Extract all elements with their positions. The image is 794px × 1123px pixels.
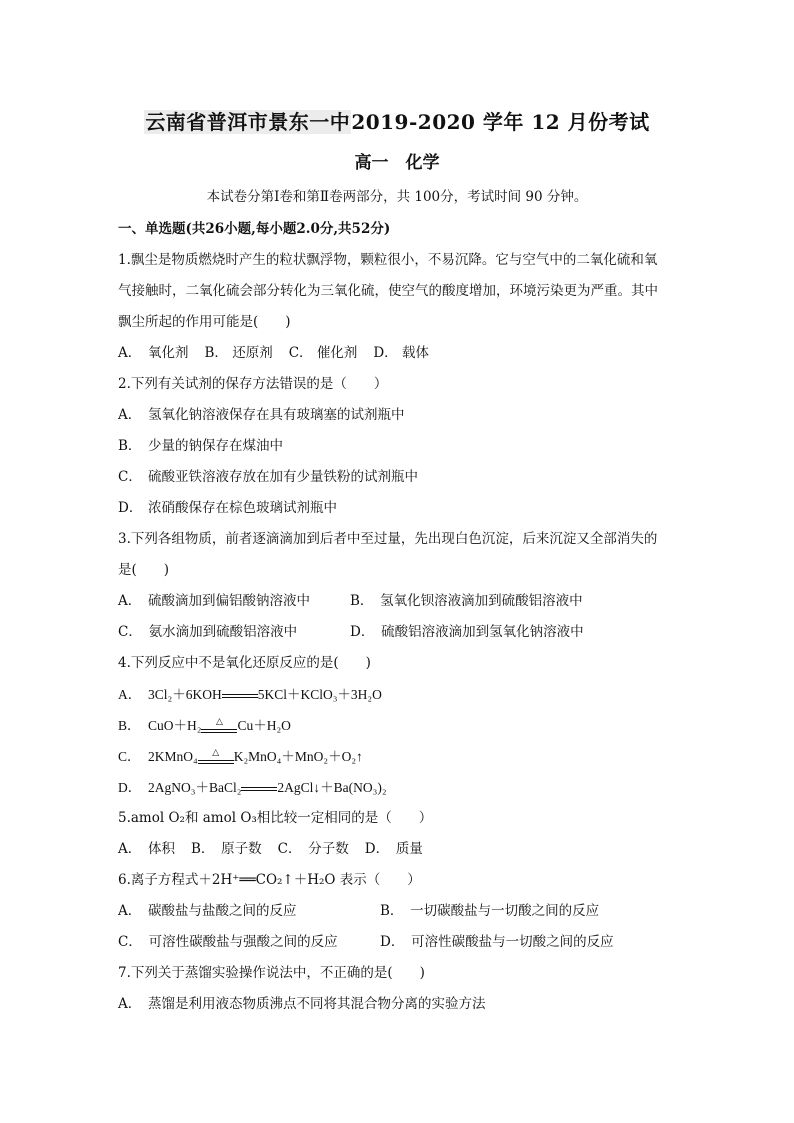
option-label: B． bbox=[118, 718, 141, 733]
q1-option-c: C． 催化剂 bbox=[288, 345, 358, 361]
option-label: D． bbox=[118, 780, 142, 795]
question-list bbox=[118, 214, 678, 1020]
q1-stem-line1: 1.飘尘是物质燃烧时产生的粒状飘浮物，颗粒很小，不易沉降。它与空气中的二氧化硫和氧 bbox=[118, 252, 658, 268]
q5-option-b: B． 原子数 bbox=[191, 841, 262, 857]
q5-options bbox=[118, 834, 678, 865]
option-label: C． bbox=[118, 749, 141, 764]
q1-stem-line2: 气接触时，二氧化硫会部分转化为三氧化硫，使空气的酸度增加，环境污染更为严重。其中 bbox=[118, 283, 658, 299]
exam-note: 本试卷分第Ⅰ卷和第Ⅱ卷两部分，共 100分，考试时间 90 分钟。 bbox=[206, 189, 588, 205]
heat-equals-sign bbox=[198, 746, 234, 766]
q3-option-a: A． 硫酸滴加到偏铝酸钠溶液中 bbox=[118, 593, 310, 609]
q3-options-row1 bbox=[118, 586, 678, 617]
q6-option-b: B． 一切碳酸盐与一切酸之间的反应 bbox=[380, 903, 600, 919]
equation-reactants: 2KMnO₄ bbox=[148, 749, 198, 764]
q6-option-c: C． 可溶性碳酸盐与强酸之间的反应 bbox=[118, 934, 338, 950]
option-label: A． bbox=[118, 687, 142, 702]
equation-reactants: 2AgNO₃＋BaCl₂ bbox=[148, 780, 242, 795]
q2-option-d bbox=[118, 493, 678, 524]
option-text: 硫酸亚铁溶液存放在加有少量铁粉的试剂瓶中 bbox=[148, 469, 418, 485]
equation-products: Cu＋H₂O bbox=[237, 718, 291, 733]
q3-option-b: B． 氢氧化钡溶液滴加到硫酸铝溶液中 bbox=[350, 593, 583, 609]
q6-options-row2 bbox=[118, 927, 678, 958]
q4-option-a bbox=[118, 679, 678, 710]
q3-options-row2 bbox=[118, 617, 678, 648]
option-text: 蒸馏是利用液态物质沸点不同将其混合物分离的实验方法 bbox=[148, 996, 486, 1012]
q3-stem-line2: 是( ) bbox=[118, 562, 170, 578]
q5-option-c: C． 分子数 bbox=[277, 841, 349, 857]
q2-option-c bbox=[118, 462, 678, 493]
q2-option-b bbox=[118, 431, 678, 462]
equals-sign bbox=[222, 691, 258, 701]
q3-option-d: D． 硫酸铝溶液滴加到氢氧化钠溶液中 bbox=[350, 624, 584, 640]
option-label: C． bbox=[118, 469, 142, 485]
q1-options bbox=[118, 338, 678, 369]
q5-option-a: A． 体积 bbox=[118, 841, 175, 857]
page-subtitle: 高一 化学 bbox=[354, 153, 440, 173]
q4-option-d bbox=[118, 772, 678, 803]
delta-icon: △ bbox=[212, 746, 220, 757]
q2-option-a bbox=[118, 400, 678, 431]
section-heading: 一、单选题(共26小题,每小题2.0分,共52分) bbox=[118, 221, 391, 237]
q4-option-b bbox=[118, 710, 678, 741]
q1-stem-line3: 飘尘所起的作用可能是( ) bbox=[118, 314, 291, 330]
q4-option-c bbox=[118, 741, 678, 772]
q6-options-row1 bbox=[118, 896, 678, 927]
q6-option-a: A． 碳酸盐与盐酸之间的反应 bbox=[118, 903, 297, 919]
q1-option-a: A． 氧化剂 bbox=[118, 345, 189, 361]
q1-option-b: B． 还原剂 bbox=[204, 345, 273, 361]
delta-icon: △ bbox=[216, 715, 223, 726]
option-text: 浓硝酸保存在棕色玻璃试剂瓶中 bbox=[148, 500, 337, 516]
option-label: D． bbox=[118, 500, 143, 516]
q2-stem: 2.下列有关试剂的保存方法错误的是（ ） bbox=[118, 376, 388, 392]
equation-products: 2AgCl↓＋Ba(NO₃)₂ bbox=[277, 780, 387, 795]
equation-products: 5KCl＋KClO₃＋3H₂O bbox=[257, 687, 382, 702]
equals-sign bbox=[241, 784, 277, 794]
page-title bbox=[0, 106, 794, 135]
q6-option-d: D． 可溶性碳酸盐与一切酸之间的反应 bbox=[380, 934, 614, 950]
q5-stem: 5.amol O₂和 amol O₃相比较一定相同的是（ ） bbox=[118, 810, 433, 826]
q5-option-d: D． 质量 bbox=[364, 841, 423, 857]
q3-stem-line1: 3.下列各组物质，前者逐滴滴加到后者中至过量，先出现白色沉淀，后来沉淀又全部消失的 bbox=[118, 531, 658, 547]
option-label: A． bbox=[118, 996, 142, 1012]
option-text: 少量的钠保存在煤油中 bbox=[148, 438, 283, 454]
equation-reactants: CuO＋H₂ bbox=[148, 718, 202, 733]
title-school: 云南省普洱市景东一中 bbox=[145, 110, 351, 134]
equation-products: K₂MnO₄＋MnO₂＋O₂↑ bbox=[233, 749, 363, 764]
title-exam: 2019-2020 学年 12 月份考试 bbox=[351, 110, 650, 134]
q1-option-d: D． 载体 bbox=[373, 345, 429, 361]
equation-reactants: 3Cl₂＋6KOH bbox=[148, 687, 222, 702]
option-text: 氢氧化钠溶液保存在具有玻璃塞的试剂瓶中 bbox=[148, 407, 405, 423]
q6-stem: 6.离子方程式＋2H⁺══CO₂↑＋H₂O 表示（ ） bbox=[118, 872, 421, 888]
option-label: A． bbox=[118, 407, 142, 423]
heat-equals-sign bbox=[201, 715, 237, 735]
option-label: B． bbox=[118, 438, 142, 454]
q3-option-c: C． 氨水滴加到硫酸铝溶液中 bbox=[118, 624, 298, 640]
q7-stem: 7.下列关于蒸馏实验操作说法中，不正确的是( ) bbox=[118, 965, 425, 981]
q7-option-a bbox=[118, 989, 678, 1020]
q4-stem: 4.下列反应中不是氧化还原反应的是( ) bbox=[118, 655, 371, 671]
